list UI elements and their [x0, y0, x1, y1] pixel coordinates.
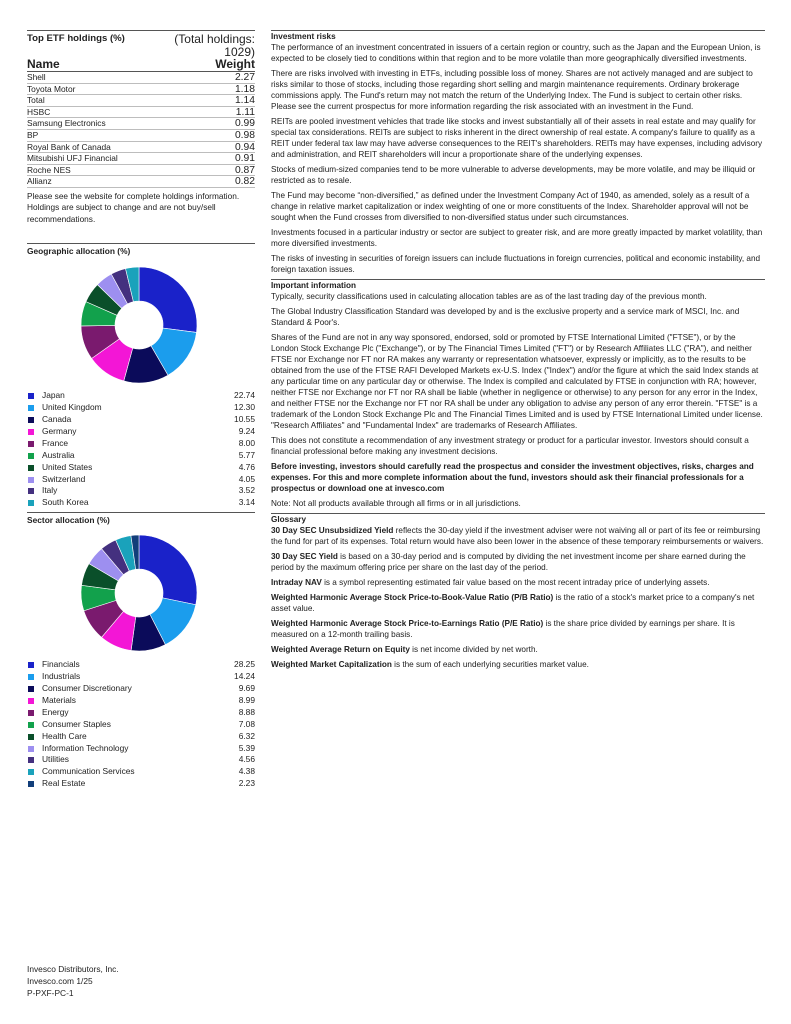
sector-legend-row — [27, 719, 255, 731]
footer — [27, 964, 119, 999]
holdings-col-weight: Weight — [215, 57, 255, 71]
geo-legend-value: 4.76 — [238, 461, 255, 472]
geo-legend-swatch — [28, 500, 34, 506]
sector-legend-label: Utilities — [42, 754, 69, 765]
sector-legend-row — [27, 659, 255, 671]
glossary-term: Weighted Market Capitalization — [271, 660, 392, 669]
geo-title: Geographic allocation (%) — [27, 246, 131, 257]
geo-donut-chart — [79, 265, 199, 385]
holding-name: Total — [27, 95, 45, 106]
holdings-total: (Total holdings: 1029) — [174, 32, 255, 59]
sector-legend-value: 4.56 — [238, 754, 255, 765]
glossary-definition: is the share price divided by earnings per share. It is measured on a 12-month trailing basis. — [271, 619, 735, 639]
geo-legend-value: 3.14 — [238, 497, 255, 508]
geo-legend-value: 4.05 — [238, 473, 255, 484]
geo-legend-row — [27, 390, 255, 402]
sector-legend-value: 8.99 — [238, 694, 255, 705]
glossary-definition: is the ratio of a stock's market price to a company's net asset value. — [271, 593, 755, 613]
sector-legend-label: Consumer Discretionary — [42, 683, 132, 694]
sector-legend-label: Energy — [42, 706, 69, 717]
holding-weight: 0.82 — [234, 176, 255, 188]
holding-weight: 0.87 — [234, 164, 255, 176]
sector-legend-label: Communication Services — [42, 766, 135, 777]
risk-paragraph: There are risks involved with investing in ETFs, including possible loss of money. Shares are not actively managed and are subject to risks similar to those of stocks, including those regarding short selling and margin maintenance requirements. Ordinary brokerage commissions apply. The Fund's return may not match the return of the Underlying Index. The Fund is subject to certain other risks. Please see the current prospectus for more information regarding the risk associated with an investment in the Fund. — [271, 69, 753, 111]
sector-legend-swatch — [28, 781, 34, 787]
holding-weight: 0.94 — [234, 141, 255, 153]
sector-slice-financials — [139, 535, 197, 605]
sector-legend-swatch — [28, 698, 34, 704]
sector-legend-row — [27, 731, 255, 743]
holding-row — [27, 130, 255, 142]
holding-name: BP — [27, 129, 39, 140]
holding-row — [27, 142, 255, 154]
geo-slice-japan — [139, 267, 197, 332]
sector-legend-row — [27, 671, 255, 683]
holding-row — [27, 176, 255, 188]
holding-row — [27, 84, 255, 96]
holding-weight: 1.11 — [235, 106, 255, 118]
holding-row — [27, 153, 255, 165]
holding-name: Shell — [27, 72, 46, 82]
glossary-entry — [271, 551, 765, 573]
geo-legend-value: 8.00 — [238, 437, 255, 448]
sector-legend-swatch — [28, 769, 34, 775]
geo-legend-row — [27, 414, 255, 426]
holding-name: Samsung Electronics — [27, 118, 106, 129]
holding-weight: 0.98 — [234, 129, 255, 141]
important-p2: The Global Industry Classification Standard was developed by and is the exclusive property and a service mark of MSCI, Inc. and Standard & Poor's. — [271, 307, 740, 327]
important-p4: This does not constitute a recommendation of any investment strategy or product for a particular investor. Investors should consult a financial professional before making any investment decisions. — [271, 436, 749, 456]
sector-legend-swatch — [28, 757, 34, 763]
sector-legend-value: 14.24 — [234, 671, 255, 682]
geo-legend-label: Switzerland — [42, 473, 86, 484]
sector-legend-swatch — [28, 710, 34, 716]
geo-legend-label: Germany — [42, 425, 77, 436]
sector-legend-value: 7.08 — [238, 718, 255, 729]
risk-paragraph: The performance of an investment concentrated in issuers of a certain region or country, such as the Japan and the European Union, is expected to be closely tied to conditions within that region and to be more volatile than more geographically diversified investments. — [271, 43, 761, 63]
sector-donut-chart — [79, 533, 199, 653]
prospectus-notice: Before investing, investors should carefully read the prospectus and consider the investment objectives, risks, charges and expenses. For this and more complete information about the fund, investors should ask their financial professionals for a prospectus or download one at invesco.com — [271, 462, 754, 493]
holding-name: Toyota Motor — [27, 83, 76, 94]
sector-legend-row — [27, 707, 255, 719]
holding-name: Allianz — [27, 176, 52, 187]
geo-legend-swatch — [28, 429, 34, 435]
geo-chart-box — [27, 257, 255, 390]
geo-legend-swatch — [28, 477, 34, 483]
geo-legend-label: Japan — [42, 390, 65, 401]
holdings-col-name: Name — [27, 57, 60, 71]
geo-legend-row — [27, 485, 255, 497]
glossary-definition: reflects the 30-day yield if the investment adviser were not waiving all or part of its fee or reimbursing the fund for part of its expenses. Total return would have also been lower in the absence of these temporary reimbursements or waivers. — [271, 526, 764, 546]
glossary-entry — [271, 618, 765, 640]
holding-row — [27, 95, 255, 107]
risk-paragraph: Stocks of medium-sized companies tend to be more vulnerable to adverse developments, may be more volatile, and may be illiquid or restricted as to resale. — [271, 165, 756, 185]
geo-legend-label: Italy — [42, 485, 58, 496]
sector-legend-value: 28.25 — [234, 659, 255, 670]
holding-row — [27, 72, 255, 84]
sector-legend-row — [27, 778, 255, 790]
glossary-body — [271, 525, 765, 670]
geo-legend-row — [27, 450, 255, 462]
sector-legend-label: Industrials — [42, 671, 81, 682]
sector-legend-row — [27, 754, 255, 766]
holdings-header — [27, 31, 255, 58]
glossary-term: Weighted Harmonic Average Stock Price-to-Earnings Ratio (P/E Ratio) — [271, 619, 544, 628]
holding-weight: 0.99 — [234, 118, 255, 130]
geo-legend-value: 22.74 — [234, 390, 255, 401]
holding-row — [27, 107, 255, 119]
glossary-entry — [271, 577, 765, 588]
footer-website: Invesco.com 1/25 — [27, 975, 93, 986]
sector-legend-value: 6.32 — [238, 730, 255, 741]
sector-legend-swatch — [28, 674, 34, 680]
geo-legend — [27, 390, 255, 509]
important-note: Note: Not all products available through all firms or in all jurisdictions. — [271, 499, 521, 508]
holding-weight: 0.91 — [234, 153, 255, 165]
geo-legend-value: 10.55 — [234, 413, 255, 424]
geo-legend-swatch — [28, 417, 34, 423]
geo-legend-swatch — [28, 488, 34, 494]
holding-weight: 2.27 — [234, 72, 255, 83]
sector-legend-swatch — [28, 662, 34, 668]
holdings-note: Please see the website for complete holdings information. Holdings are subject to change and are not buy/sell recommendations. — [27, 190, 240, 224]
glossary-definition: is based on a 30-day period and is computed by dividing the net investment income per share earned during the period by the maximum offering price per share on the last day of the period. — [271, 552, 746, 572]
glossary-definition: is the sum of each underlying securities market value. — [391, 660, 589, 669]
sector-legend-row — [27, 766, 255, 778]
holding-name: Roche NES — [27, 164, 71, 175]
geo-legend-label: South Korea — [42, 497, 89, 508]
risk-paragraph: The Fund may become “non-diversified,” as defined under the Investment Company Act of 1940, as amended, solely as a result of a change in relative market capitalization or index weighting of one or more constituents of the Index. Shareholder approval will not be sought when the Fund crosses from diversified to non-diversified status under such circumstances. — [271, 191, 750, 222]
holding-row — [27, 165, 255, 177]
geo-legend-row — [27, 474, 255, 486]
geo-legend-label: United States — [42, 461, 93, 472]
sector-legend-label: Information Technology — [42, 742, 129, 753]
important-p3: Shares of the Fund are not in any way sponsored, endorsed, sold or promoted by FTSE International Limited ("FTSE"), or by the London Stock Exchange Plc ("Exchange"), or by The Financial Times Limited ("FT") or by Research Affiliates LLC ("RA"), and neither FTSE nor Exchange nor FT nor RA makes any warranty or representation whatsoever, expressly or implicitly, as to the results to be obtained from the use of the FTSE RAFI Developed Markets ex-U.S. Index ("Index") and/or the figure at which the said Index stands at any particular time on any particular day or otherwise. The Index is compiled and calculated by FTSE in conjunction with RA; however, neither FTSE nor Exchange nor FT nor RA shall be liable (whether in negligence or otherwise) to any person for any error in the Index, and neither FTSE nor the Exchange nor FT nor RA shall be under any obligation to advise any person of any error therein. "FTSE" is a trademark of the London Stock Exchange Plc and The Financial Times Limited and is used by FTSE International Limited under license. "Research Affiliates" and "Fundamental Index" are trademarks of Research Affiliates. — [271, 333, 763, 430]
glossary-definition: is net income divided by net worth. — [409, 645, 538, 654]
geo-legend-value: 3.52 — [238, 485, 255, 496]
geo-legend-label: France — [42, 437, 69, 448]
geo-legend-label: Canada — [42, 413, 72, 424]
risks-body — [271, 42, 765, 275]
sector-legend-label: Real Estate — [42, 778, 86, 789]
sector-chart-box — [27, 526, 255, 659]
sector-legend-row — [27, 683, 255, 695]
glossary-entry — [271, 644, 765, 655]
glossary-entry — [271, 592, 765, 614]
geo-legend-row — [27, 402, 255, 414]
footer-distributor: Invesco Distributors, Inc. — [27, 964, 119, 974]
important-p1: Typically, security classifications used in calculating allocation tables are as of the last trading day of the previous month. — [271, 292, 707, 301]
risk-paragraph: REITs are pooled investment vehicles that trade like stocks and invest substantially all of their assets in real estate and may qualify for special tax considerations. REITs are subject to risks inherent in the direct ownership of real estate. A company's failure to qualify as a REIT under federal tax law may have adverse consequences to the REIT's shareholders. REITs may have expenses, including advisory and administration, and REIT shareholders will incur a proportionate share of the underlying expenses. — [271, 117, 763, 159]
sector-legend-label: Materials — [42, 694, 76, 705]
holdings-title: Top ETF holdings (%) — [27, 33, 125, 44]
glossary-definition: is a symbol representing estimated fair value based on the most recent intraday price of underlying assets. — [321, 578, 710, 587]
geo-legend-row — [27, 438, 255, 450]
holding-row — [27, 118, 255, 130]
sector-legend-value: 5.39 — [238, 742, 255, 753]
left-column — [27, 30, 255, 790]
risk-paragraph: Investments focused in a particular industry or sector are subject to greater risk, and are more greatly impacted by market volatility, than more diversified investments. — [271, 228, 763, 248]
glossary-title: Glossary — [271, 515, 307, 524]
sector-title: Sector allocation (%) — [27, 515, 110, 526]
geo-legend-swatch — [28, 441, 34, 447]
sector-legend-value: 8.88 — [238, 706, 255, 717]
glossary-entry — [271, 525, 765, 547]
glossary-term: Intraday NAV — [271, 578, 322, 587]
geo-legend-swatch — [28, 393, 34, 399]
sector-legend-swatch — [28, 734, 34, 740]
geo-legend-label: United Kingdom — [42, 402, 102, 413]
important-title: Important information — [271, 281, 357, 290]
geo-legend-row — [27, 426, 255, 438]
glossary-term: Weighted Harmonic Average Stock Price-to-Book-Value Ratio (P/B Ratio) — [271, 593, 554, 602]
geo-legend-swatch — [28, 465, 34, 471]
sector-legend-row — [27, 695, 255, 707]
holding-name: Mitsubishi UFJ Financial — [27, 153, 118, 164]
holdings-table — [27, 72, 255, 188]
geo-legend-value: 9.24 — [238, 425, 255, 436]
sector-legend-label: Health Care — [42, 730, 87, 741]
geo-legend-swatch — [28, 405, 34, 411]
holding-name: HSBC — [27, 106, 51, 117]
geo-legend-row — [27, 497, 255, 509]
sector-legend-value: 4.38 — [238, 766, 255, 777]
glossary-term: Weighted Average Return on Equity — [271, 645, 410, 654]
geo-legend-value: 5.77 — [238, 449, 255, 460]
sector-legend-label: Financials — [42, 659, 80, 670]
holding-weight: 1.14 — [234, 95, 255, 107]
sector-legend-swatch — [28, 746, 34, 752]
risk-paragraph: The risks of investing in securities of foreign issuers can include fluctuations in foreign currencies, political and economic instability, and foreign taxation issues. — [271, 254, 761, 274]
holding-weight: 1.18 — [234, 83, 255, 95]
geo-legend-swatch — [28, 453, 34, 459]
holding-name: Royal Bank of Canada — [27, 141, 111, 152]
sector-legend-swatch — [28, 722, 34, 728]
sector-legend-label: Consumer Staples — [42, 718, 111, 729]
sector-legend — [27, 659, 255, 790]
glossary-term: 30 Day SEC Unsubsidized Yield — [271, 526, 394, 535]
holdings-column-headers — [27, 58, 255, 72]
sector-legend-row — [27, 743, 255, 755]
geo-legend-value: 12.30 — [234, 402, 255, 413]
sector-legend-swatch — [28, 686, 34, 692]
footer-code: P-PXF-PC-1 — [27, 987, 74, 998]
sector-legend-value: 9.69 — [238, 683, 255, 694]
glossary-entry — [271, 659, 765, 670]
sector-legend-value: 2.23 — [238, 778, 255, 789]
geo-legend-label: Australia — [42, 449, 75, 460]
right-column — [271, 30, 765, 674]
glossary-term: 30 Day SEC Yield — [271, 552, 338, 561]
risks-title: Investment risks — [271, 32, 336, 41]
geo-legend-row — [27, 462, 255, 474]
